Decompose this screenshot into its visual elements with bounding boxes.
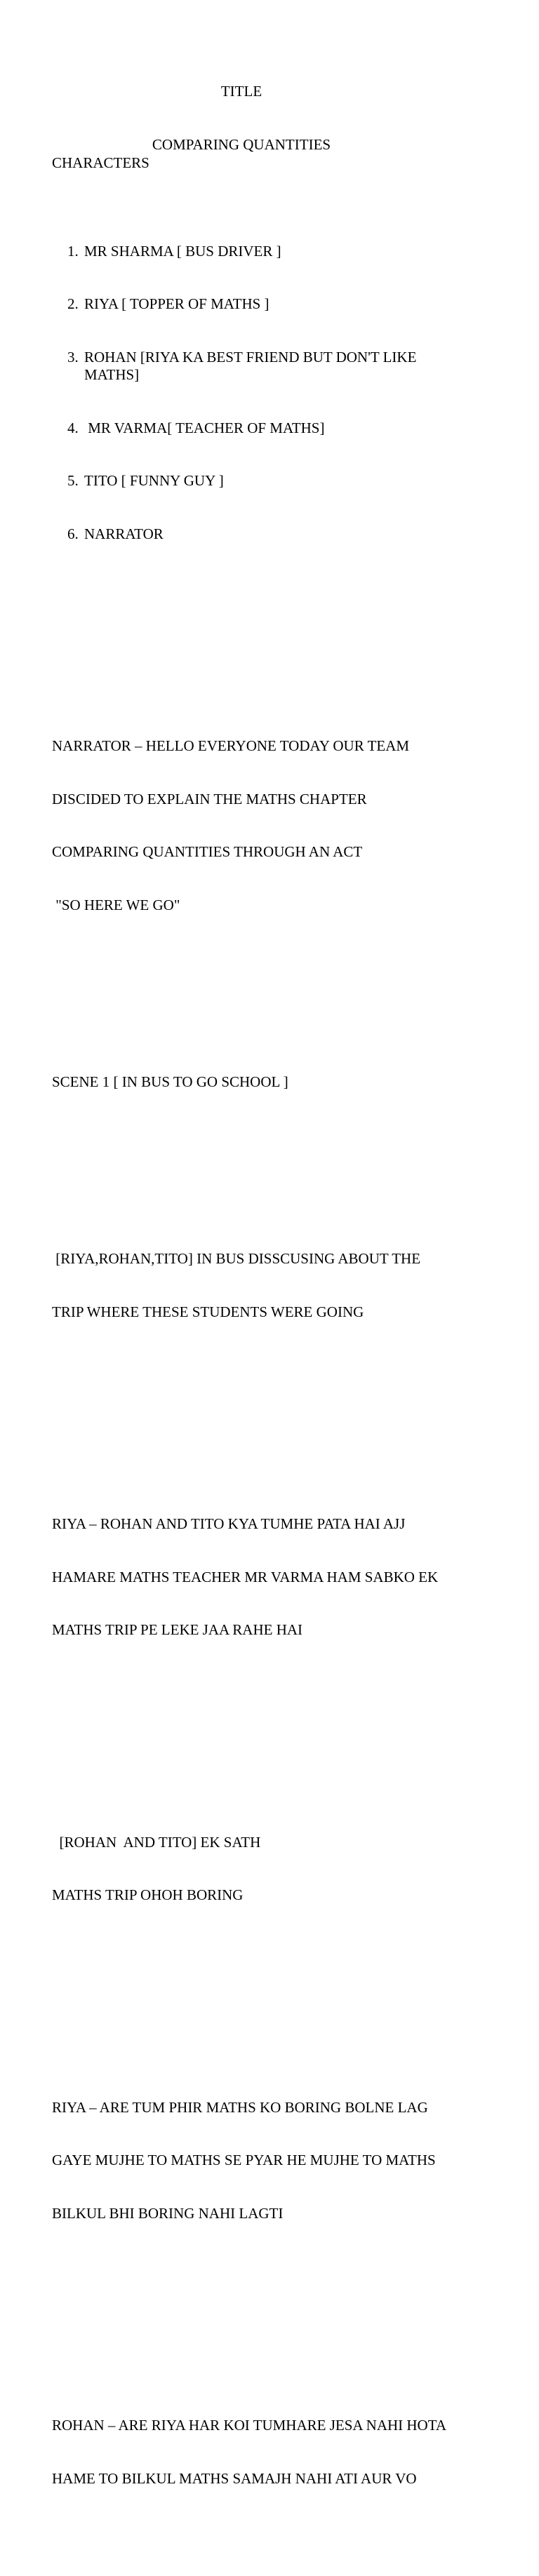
character-list: [52, 207, 501, 578]
paragraph-line: MATHS TRIP OHOH BORING: [52, 1886, 244, 1904]
paragraph-line: TRIP WHERE THESE STUDENTS WERE GOING: [52, 1303, 364, 1320]
paragraph-line: DISCIDED TO EXPLAIN THE MATHS CHAPTER: [52, 790, 367, 807]
list-number: 3.: [67, 348, 79, 365]
narrator-intro: [52, 702, 501, 950]
spacer: [52, 1002, 501, 1020]
script-body: [52, 101, 501, 2576]
character-item: [52, 472, 501, 490]
dialogue-rohan-tito: [52, 1798, 501, 1940]
stage-direction: [52, 1215, 501, 1357]
title-label: TITLE: [220, 83, 262, 100]
list-number: 6.: [67, 525, 79, 542]
spacer: [52, 1409, 501, 1427]
paragraph-line: RIYA – ROHAN AND TITO KYA TUMHE PATA HAI AJJ: [52, 1515, 406, 1533]
character-item: [52, 349, 501, 384]
character-item: [52, 243, 501, 260]
paragraph-line: MATHS TRIP PE LEKE JAA RAHE HAI: [52, 1621, 303, 1639]
character-text: MR VARMA[ TEACHER OF MATHS]: [84, 419, 325, 436]
spacer: [52, 1727, 501, 1745]
paragraph-line: GAYE MUJHE TO MATHS SE PYAR HE MUJHE TO MATHS: [52, 2152, 436, 2169]
paragraph-line: NARRATOR – HELLO EVERYONE TODAY OUR TEAM: [52, 737, 410, 755]
spacer: [52, 2311, 501, 2328]
dialogue-rohan: [52, 2382, 501, 2523]
paragraph-line: COMPARING QUANTITIES THROUGH AN ACT: [52, 843, 363, 861]
scene-heading: SCENE 1 [ IN BUS TO GO SCHOOL ]: [52, 1073, 288, 1091]
paragraph-line: HAMARE MATHS TEACHER MR VARMA HAM SABKO EK: [52, 1568, 439, 1585]
dialogue-riya: [52, 2063, 501, 2258]
paragraph-line: [ROHAN AND TITO] EK SATH: [52, 1833, 261, 1851]
character-text: ROHAN [RIYA KA BEST FRIEND BUT DON'T LIKE MATHS]: [84, 348, 417, 384]
paragraph-line: BILKUL BHI BORING NAHI LAGTI: [52, 2204, 284, 2222]
character-item: [52, 420, 501, 437]
character-text: NARRATOR: [84, 525, 164, 542]
paragraph-line: ROHAN – ARE RIYA HAR KOI TUMHARE JESA NAHI HOTA: [52, 2417, 447, 2434]
paragraph-line: HAME TO BILKUL MATHS SAMAJH NAHI ATI AUR VO: [52, 2469, 417, 2487]
dialogue-riya: [52, 1480, 501, 1675]
list-number: 2.: [67, 295, 79, 313]
characters-heading: CHARACTERS: [52, 154, 149, 171]
list-number: 4.: [67, 419, 79, 436]
character-item: [52, 295, 501, 313]
paragraph-line: [RIYA,ROHAN,TITO] IN BUS DISSCUSING ABOUT THE: [52, 1250, 421, 1268]
document-title: COMPARING QUANTITIES: [152, 136, 331, 153]
spacer: [52, 1992, 501, 2010]
spacer: [52, 1144, 501, 1162]
list-number: 5.: [67, 472, 79, 490]
character-text: MR SHARMA [ BUS DRIVER ]: [84, 242, 281, 260]
character-text: TITO [ FUNNY GUY ]: [84, 472, 224, 490]
list-number: 1.: [67, 242, 79, 260]
spacer: [52, 631, 501, 649]
paragraph-line: "SO HERE WE GO": [52, 897, 180, 914]
character-text: RIYA [ TOPPER OF MATHS ]: [84, 295, 270, 313]
character-item: [52, 525, 501, 543]
paragraph-line: RIYA – ARE TUM PHIR MATHS KO BORING BOLNE LAG: [52, 2098, 428, 2116]
